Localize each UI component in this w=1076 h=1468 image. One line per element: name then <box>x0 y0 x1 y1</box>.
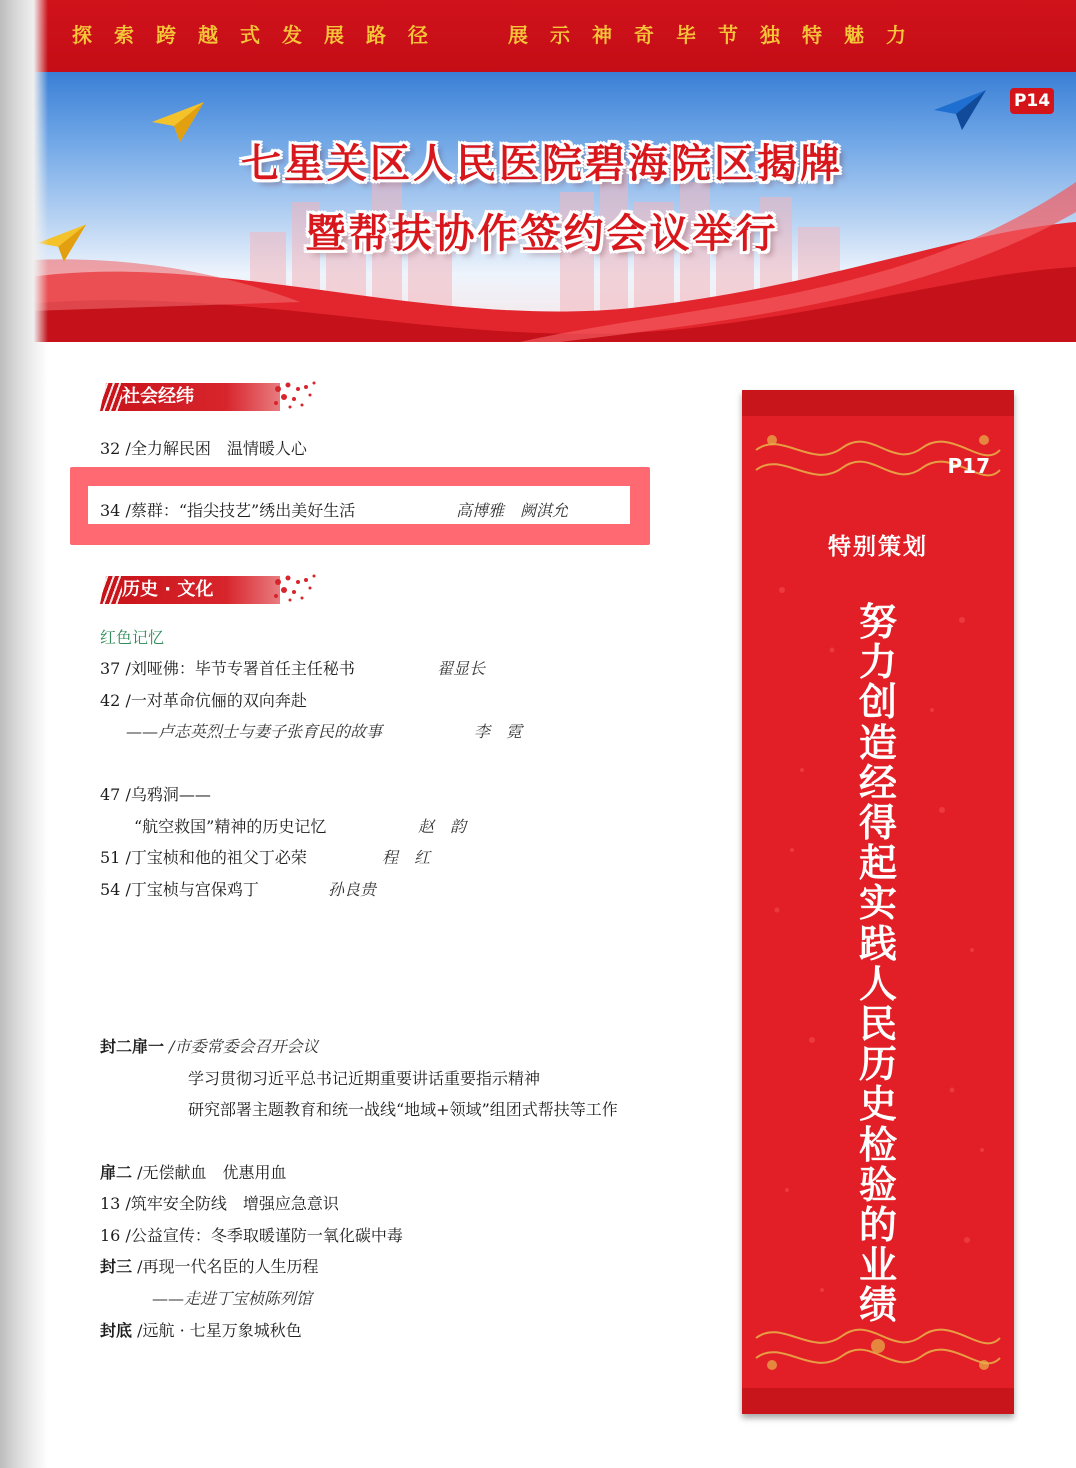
toc-entry[interactable] <box>100 688 307 711</box>
toc-entry-title: /无偿献血 优惠用血 <box>137 1163 287 1182</box>
toc-entry-title: 学习贯彻习近平总书记近期重要讲话重要指示精神 <box>188 1069 541 1088</box>
toc-entry-title: ——走进丁宝桢陈列馆 <box>152 1289 313 1308</box>
toc-entry[interactable] <box>100 1160 287 1183</box>
toc-entry[interactable] <box>100 1318 302 1341</box>
toc-entry-title: /市委常委会召开会议 <box>169 1037 319 1056</box>
stars-decoration-icon <box>270 570 320 606</box>
toc-entry-title: 34 /蔡群：“指尖技艺”绣出美好生活 <box>100 501 356 520</box>
slogan-bar <box>0 0 1076 72</box>
toc-entry-author: 翟显长 <box>437 659 486 678</box>
toc-entry[interactable] <box>100 436 307 459</box>
toc-entry-title: 42 /一对革命伉俪的双向奔赴 <box>100 691 307 710</box>
toc-entry-subtitle[interactable] <box>152 1286 312 1309</box>
toc-entry-highlighted[interactable] <box>100 498 620 521</box>
paper-plane-icon <box>932 88 988 132</box>
toc-entry-author: 李 霓 <box>474 722 523 741</box>
toc-entry-subtitle[interactable] <box>188 1066 540 1089</box>
toc-entry-label: 封三 <box>100 1257 133 1276</box>
stars-decoration-icon <box>270 377 320 413</box>
toc-entry[interactable] <box>100 877 400 900</box>
toc-entry-author: 高博雅 阙淇允 <box>456 501 569 520</box>
toc-entry-subtitle[interactable] <box>134 814 494 837</box>
toc-entry-title: /公益宣传：冬季取暖谨防一氧化碳中毒 <box>125 1226 403 1245</box>
toc-entry[interactable] <box>100 1191 339 1214</box>
banner-title-line2: 暨帮扶协作签约会议举行 <box>305 211 779 257</box>
toc-entry-author: 程 红 <box>382 848 431 867</box>
toc-entry[interactable] <box>100 1254 319 1277</box>
feature-title: 努力创造经得起实践人民历史检验的业绩 <box>858 600 897 1328</box>
slogan-left: 探索跨越式发展路径 <box>72 23 450 47</box>
toc-entry[interactable] <box>100 1034 319 1057</box>
toc-entry-author: 孙良贵 <box>328 880 377 899</box>
page-tag-p14[interactable]: P14 <box>1010 88 1054 114</box>
toc-entry[interactable] <box>100 782 211 805</box>
toc-entry-author: 赵 韵 <box>418 817 467 836</box>
slogan-right: 展示神奇毕节独特魅力 <box>508 23 928 47</box>
toc-entry-title: 51 /丁宝桢和他的祖父丁必荣 <box>100 848 307 867</box>
toc-entry[interactable] <box>100 656 580 679</box>
toc-entry-title: /远航 · 七星万象城秋色 <box>137 1321 302 1340</box>
feature-scroll[interactable] <box>742 390 1014 1414</box>
toc-entry-title: 47 /乌鸦洞—— <box>100 785 211 804</box>
toc-entry-label: 封底 <box>100 1321 133 1340</box>
section-header-history <box>100 576 320 604</box>
banner-title-line1: 七星关区人民医院碧海院区揭牌 <box>241 141 843 187</box>
toc-entry-title: “航空救国”精神的历史记忆 <box>134 817 327 836</box>
toc-entry-title: /筑牢安全防线 增强应急意识 <box>125 1194 339 1213</box>
toc-entry-subtitle[interactable] <box>126 719 546 742</box>
toc-entry-label: 封二扉一 <box>100 1037 165 1056</box>
toc-entry[interactable] <box>100 1223 403 1246</box>
section-header-social <box>100 383 320 411</box>
toc-entry-label: 扉二 <box>100 1163 133 1182</box>
section-header-label: 历史 · 文化 <box>122 579 214 600</box>
toc-entry-title: /再现一代名臣的人生历程 <box>137 1257 319 1276</box>
toc-entry-title: 54 /丁宝桢与宫保鸡丁 <box>100 880 259 899</box>
toc-entry-subtitle[interactable] <box>188 1097 618 1120</box>
toc-entry-title: 32 /全力解民困 温情暖人心 <box>100 439 307 458</box>
subsection-label: 红色记忆 <box>100 628 165 647</box>
toc-entry-title: ——卢志英烈士与妻子张育民的故事 <box>126 722 383 741</box>
toc-entry-title: 研究部署主题教育和统一战线“地域+领域”组团式帮扶等工作 <box>188 1100 618 1119</box>
feature-category: 特别策划 <box>828 534 928 560</box>
toc-entry-label: 16 <box>100 1226 121 1245</box>
section-header-label: 社会经纬 <box>122 386 194 407</box>
toc-entry-label: 13 <box>100 1194 121 1213</box>
toc-entry-title: 37 /刘哑佛：毕节专署首任主任秘书 <box>100 659 355 678</box>
toc-entry[interactable] <box>100 845 460 868</box>
page-tag-p17: P17 <box>947 454 990 478</box>
